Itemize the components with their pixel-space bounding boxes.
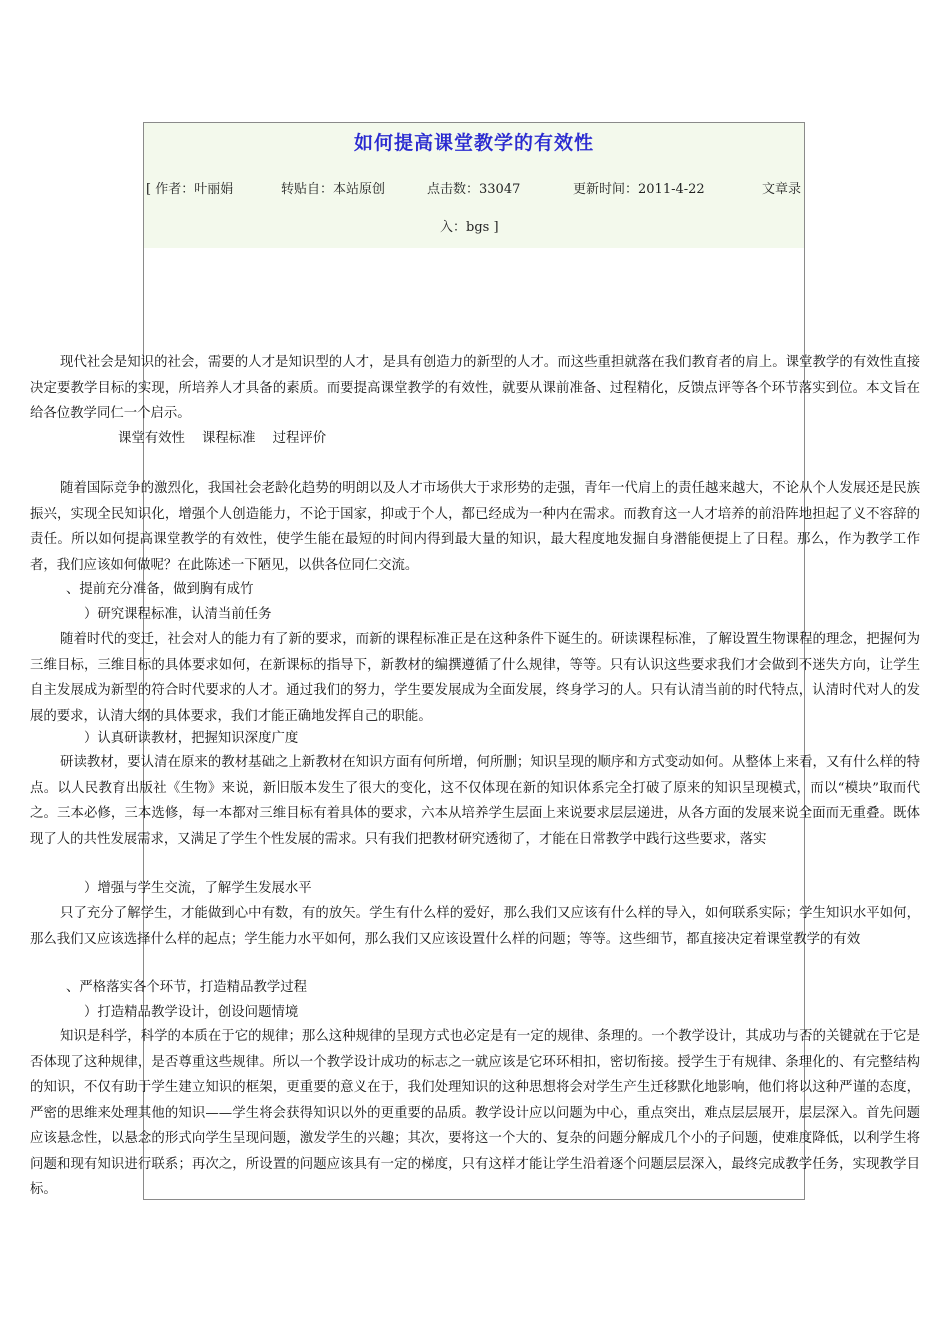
article-title: 如何提高课堂教学的有效性 bbox=[353, 132, 594, 154]
body-paragraph: 只了充分了解学生，才能做到心中有数，有的放矢。学生有什么样的爱好，那么我们又应该有什么样的导入，如何联系实际；学生知识水平如何，那么我们又应该选择什么样的起点；学生能力水平如何，那么我们又应该设置什么样的问题；等等。这些细节，都直接决定着课堂教学的有效 bbox=[30, 906, 920, 947]
subsection-heading: ）打造精品教学设计，创设问题情境 bbox=[84, 1005, 299, 1020]
body-paragraph: 知识是科学，科学的本质在于它的规律；那么这种规律的呈现方式也必定是有一定的规律、条理的。一个教学设计，其成功与否的关键就在于它是否体现了这种规律，是否尊重这些规律。所以一个教学设计成功的标志之一就应该是它环环相扣，密切衔接。授学生于有规律、条理化的、有完整结构的知识，不仅有助于学生建立知识的框架，更重要的意义在于，我们处理知识的这种思想将会对学生产生迁移默化地影响，他们将以这种严谨的态度，严密的思维来处理其他的知识——学生将会获得知识以外的更重要的品质。教学设计应以问题为中心，重点突出，难点层层展开，层层深入。首先问题应该悬念性，以悬念的形式向学生呈现问题，激发学生的兴趣；其次，要将这一个大的、复杂的问题分解成几个小的子问题，使难度降低，以利学生将问题和现有知识进行联系；再次之，所设置的问题应该具有一定的梯度，只有这样才能让学生沿着逐个问题层层深入，最终完成教学任务，实现教学目标。 bbox=[30, 1029, 920, 1197]
meta-entry-label: 文章录 bbox=[762, 182, 802, 197]
keywords: 课堂有效性 课程标准 过程评价 bbox=[118, 431, 327, 446]
intro-paragraph: 现代社会是知识的社会，需要的人才是知识型的人才，是具有创造力的新型的人才。而这些重担就落在我们教育者的肩上。课堂教学的有效性直接决定要教学目标的实现，所培养人才具备的素质。而要提高课堂教学的有效性，就要从课前准备、过程精化，反馈点评等各个环节落实到位。本文旨在给各位教学同仁一个启示。 bbox=[30, 355, 920, 421]
section-heading: 、提前充分准备，做到胸有成竹 bbox=[66, 582, 254, 597]
subsection-heading: ）增强与学生交流，了解学生发展水平 bbox=[84, 881, 312, 896]
meta-entry-user: 入：bgs ] bbox=[440, 220, 499, 235]
section-heading: 、严格落实各个环节，打造精品教学过程 bbox=[66, 980, 308, 995]
body-paragraph: 随着时代的变迁，社会对人的能力有了新的要求，而新的课程标准正是在这种条件下诞生的。研读课程标准，了解设置生物课程的理念，把握何为三维目标，三维目标的具体要求如何，在新课标的指导下，新教材的编撰遵循了什么规律，等等。只有认识这些要求我们才会做到不迷失方向，让学生自主发展成为新型的符合时代要求的人才。通过我们的努力，学生要发展成为全面发展，终身学习的人。只有认清当前的时代特点，认清时代对人的发展的要求，认清大纲的具体要求，我们才能正确地发挥自己的职能。 bbox=[30, 632, 920, 724]
meta-source: 转贴自：本站原创 bbox=[281, 182, 386, 197]
subsection-heading: ）研究课程标准，认清当前任务 bbox=[84, 607, 272, 622]
body-paragraph: 随着国际竞争的激烈化，我国社会老龄化趋势的明朗以及人才市场供大于求形势的走强，青年一代肩上的责任越来越大，不论从个人发展还是民族振兴，实现全民知识化，增强个人创造能力，不论于国家，抑或于个人，都已经成为一种内在需求。而教育这一人才培养的前沿阵地担起了义不容辞的责任。所以如何提高课堂教学的有效性，使学生能在最短的时间内得到最大量的知识，最大程度地发掘自身潜能便提上了日程。那么，作为教学工作者，我们应该如何做呢？在此陈述一下陋见，以供各位同仁交流。 bbox=[30, 481, 920, 573]
meta-author: [ 作者：叶丽娟 bbox=[146, 182, 234, 197]
meta-updated: 更新时间：2011-4-22 bbox=[573, 182, 705, 197]
body-paragraph: 研读教材，要认清在原来的教材基础之上新教材在知识方面有何所增，何所删；知识呈现的顺序和方式变动如何。从整体上来看，又有什么样的特点。以人民教育出版社《生物》来说，新旧版本发生了很大的变化，这不仅体现在新的知识体系完全打破了原来的知识呈现模式，而以“模块”取而代之。三本必修，三本选修，每一本都对三维目标有着具体的要求，六本从培养学生层面上来说要求层层递进，从各方面的发展来说全面而无重叠。既体现了人的共性发展需求，又满足了学生个性发展的需求。只有我们把教材研究透彻了，才能在日常教学中践行这些要求，落实 bbox=[30, 755, 920, 847]
subsection-heading: ）认真研读教材，把握知识深度广度 bbox=[84, 731, 299, 746]
meta-clicks: 点击数：33047 bbox=[427, 182, 521, 197]
